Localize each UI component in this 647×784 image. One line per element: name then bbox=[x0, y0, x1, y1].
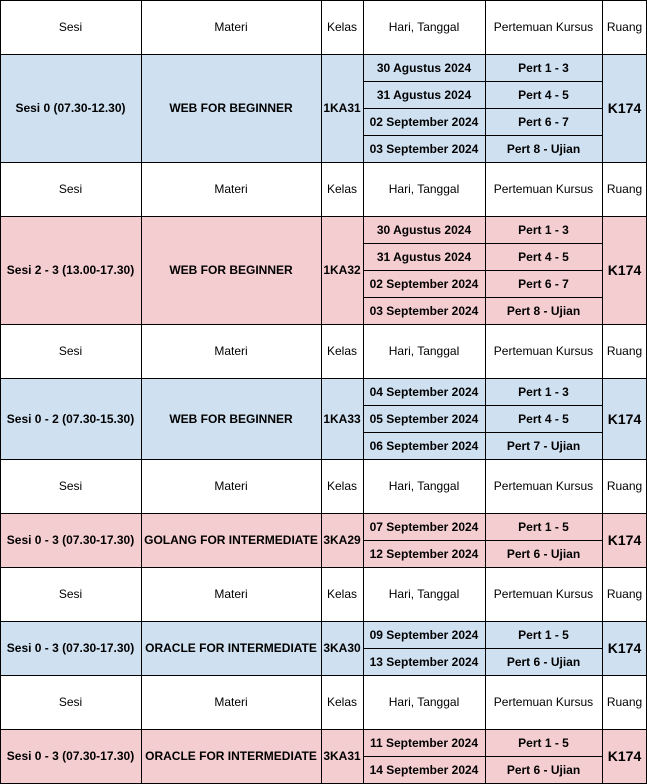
grid-line bbox=[363, 405, 602, 406]
kelas-cell: 3KA29 bbox=[321, 513, 363, 567]
grid-line bbox=[363, 675, 364, 729]
pertemuan-cell: Pert 1 - 3 bbox=[485, 216, 602, 243]
grid-line bbox=[363, 459, 364, 513]
sesi-cell: Sesi 0 - 3 (07.30-17.30) bbox=[0, 729, 141, 783]
pertemuan-cell: Pert 7 - Ujian bbox=[485, 432, 602, 459]
grid-line bbox=[363, 81, 602, 82]
header-ruang: Ruang bbox=[602, 459, 647, 513]
grid-line bbox=[363, 648, 602, 649]
grid-line bbox=[0, 324, 647, 325]
grid-line bbox=[141, 324, 142, 378]
header-sesi: Sesi bbox=[0, 324, 141, 378]
grid-line bbox=[363, 324, 364, 378]
pertemuan-cell: Pert 4 - 5 bbox=[485, 81, 602, 108]
date-cell: 31 Agustus 2024 bbox=[363, 81, 485, 108]
header-sesi: Sesi bbox=[0, 567, 141, 621]
pertemuan-cell: Pert 6 - 7 bbox=[485, 270, 602, 297]
date-cell: 11 September 2024 bbox=[363, 729, 485, 756]
grid-line bbox=[0, 621, 1, 675]
header-hari: Hari, Tanggal bbox=[363, 162, 485, 216]
date-cell: 30 Agustus 2024 bbox=[363, 54, 485, 81]
grid-line bbox=[602, 0, 603, 54]
grid-line bbox=[321, 54, 322, 162]
grid-line bbox=[363, 729, 364, 783]
grid-line bbox=[363, 270, 602, 271]
grid-line bbox=[321, 675, 322, 729]
ruang-cell: K174 bbox=[602, 54, 647, 162]
grid-line bbox=[141, 378, 142, 459]
grid-line bbox=[141, 621, 142, 675]
header-pertemuan: Pertemuan Kursus bbox=[485, 324, 602, 378]
grid-line bbox=[321, 162, 322, 216]
date-cell: 12 September 2024 bbox=[363, 540, 485, 567]
date-cell: 13 September 2024 bbox=[363, 648, 485, 675]
grid-line bbox=[363, 513, 364, 567]
grid-line bbox=[141, 513, 142, 567]
sesi-cell: Sesi 0 - 3 (07.30-17.30) bbox=[0, 621, 141, 675]
sesi-cell: Sesi 0 - 2 (07.30-15.30) bbox=[0, 378, 141, 459]
grid-line bbox=[321, 324, 322, 378]
header-hari: Hari, Tanggal bbox=[363, 324, 485, 378]
grid-line bbox=[363, 54, 364, 162]
grid-line bbox=[363, 135, 602, 136]
grid-line bbox=[0, 729, 1, 783]
header-sesi: Sesi bbox=[0, 162, 141, 216]
header-hari: Hari, Tanggal bbox=[363, 0, 485, 54]
pertemuan-cell: Pert 1 - 3 bbox=[485, 54, 602, 81]
date-cell: 14 September 2024 bbox=[363, 756, 485, 783]
date-cell: 02 September 2024 bbox=[363, 270, 485, 297]
grid-line bbox=[321, 0, 322, 54]
grid-line bbox=[363, 378, 364, 459]
pertemuan-cell: Pert 4 - 5 bbox=[485, 243, 602, 270]
grid-line bbox=[485, 0, 486, 54]
grid-line bbox=[363, 540, 602, 541]
grid-line bbox=[363, 162, 364, 216]
date-cell: 04 September 2024 bbox=[363, 378, 485, 405]
grid-line bbox=[0, 216, 1, 324]
header-kelas: Kelas bbox=[321, 162, 363, 216]
ruang-cell: K174 bbox=[602, 621, 647, 675]
date-cell: 09 September 2024 bbox=[363, 621, 485, 648]
grid-line bbox=[0, 675, 1, 729]
date-cell: 07 September 2024 bbox=[363, 513, 485, 540]
materi-cell: WEB FOR BEGINNER bbox=[141, 216, 321, 324]
date-cell: 31 Agustus 2024 bbox=[363, 243, 485, 270]
grid-line bbox=[602, 567, 603, 621]
grid-line bbox=[602, 54, 603, 162]
sesi-cell: Sesi 0 - 3 (07.30-17.30) bbox=[0, 513, 141, 567]
grid-line bbox=[0, 459, 1, 513]
grid-line bbox=[0, 216, 647, 217]
header-sesi: Sesi bbox=[0, 0, 141, 54]
date-cell: 05 September 2024 bbox=[363, 405, 485, 432]
sesi-cell: Sesi 2 - 3 (13.00-17.30) bbox=[0, 216, 141, 324]
pertemuan-cell: Pert 8 - Ujian bbox=[485, 135, 602, 162]
grid-line bbox=[0, 513, 647, 514]
kelas-cell: 1KA31 bbox=[321, 54, 363, 162]
grid-line bbox=[0, 621, 647, 622]
grid-line bbox=[0, 54, 647, 55]
ruang-cell: K174 bbox=[602, 378, 647, 459]
grid-line bbox=[485, 324, 486, 378]
grid-line bbox=[0, 54, 1, 162]
header-materi: Materi bbox=[141, 675, 321, 729]
grid-line bbox=[363, 216, 364, 324]
pertemuan-cell: Pert 6 - Ujian bbox=[485, 540, 602, 567]
header-materi: Materi bbox=[141, 567, 321, 621]
header-ruang: Ruang bbox=[602, 324, 647, 378]
grid-line bbox=[602, 216, 603, 324]
grid-line bbox=[141, 54, 142, 162]
date-cell: 02 September 2024 bbox=[363, 108, 485, 135]
grid-line bbox=[0, 162, 647, 163]
grid-line bbox=[0, 162, 1, 216]
header-sesi: Sesi bbox=[0, 675, 141, 729]
materi-cell: ORACLE FOR INTERMEDIATE bbox=[141, 621, 321, 675]
grid-line bbox=[363, 0, 364, 54]
date-cell: 06 September 2024 bbox=[363, 432, 485, 459]
grid-line bbox=[0, 378, 1, 459]
grid-line bbox=[485, 162, 486, 216]
pertemuan-cell: Pert 1 - 5 bbox=[485, 513, 602, 540]
grid-line bbox=[363, 756, 602, 757]
grid-line bbox=[485, 459, 486, 513]
pertemuan-cell: Pert 4 - 5 bbox=[485, 405, 602, 432]
grid-line bbox=[602, 513, 603, 567]
grid-line bbox=[0, 324, 1, 378]
grid-line bbox=[485, 54, 486, 162]
pertemuan-cell: Pert 1 - 5 bbox=[485, 621, 602, 648]
header-ruang: Ruang bbox=[602, 162, 647, 216]
grid-line bbox=[321, 216, 322, 324]
header-ruang: Ruang bbox=[602, 567, 647, 621]
header-materi: Materi bbox=[141, 459, 321, 513]
pertemuan-cell: Pert 1 - 5 bbox=[485, 729, 602, 756]
grid-line bbox=[363, 432, 602, 433]
grid-line bbox=[363, 243, 602, 244]
header-hari: Hari, Tanggal bbox=[363, 459, 485, 513]
pertemuan-cell: Pert 6 - Ujian bbox=[485, 756, 602, 783]
grid-line bbox=[321, 729, 322, 783]
grid-line bbox=[0, 0, 1, 54]
grid-line bbox=[485, 675, 486, 729]
kelas-cell: 1KA33 bbox=[321, 378, 363, 459]
header-kelas: Kelas bbox=[321, 0, 363, 54]
grid-line bbox=[485, 513, 486, 567]
header-hari: Hari, Tanggal bbox=[363, 567, 485, 621]
ruang-cell: K174 bbox=[602, 513, 647, 567]
header-hari: Hari, Tanggal bbox=[363, 675, 485, 729]
header-pertemuan: Pertemuan Kursus bbox=[485, 0, 602, 54]
header-pertemuan: Pertemuan Kursus bbox=[485, 162, 602, 216]
grid-line bbox=[0, 513, 1, 567]
date-cell: 03 September 2024 bbox=[363, 297, 485, 324]
header-materi: Materi bbox=[141, 162, 321, 216]
header-kelas: Kelas bbox=[321, 459, 363, 513]
header-kelas: Kelas bbox=[321, 567, 363, 621]
grid-line bbox=[321, 621, 322, 675]
grid-line bbox=[0, 459, 647, 460]
grid-line bbox=[485, 216, 486, 324]
grid-line bbox=[0, 729, 647, 730]
grid-line bbox=[485, 378, 486, 459]
header-materi: Materi bbox=[141, 324, 321, 378]
header-materi: Materi bbox=[141, 0, 321, 54]
ruang-cell: K174 bbox=[602, 729, 647, 783]
grid-line bbox=[602, 675, 603, 729]
pertemuan-cell: Pert 1 - 3 bbox=[485, 378, 602, 405]
kelas-cell: 3KA30 bbox=[321, 621, 363, 675]
grid-line bbox=[485, 567, 486, 621]
header-pertemuan: Pertemuan Kursus bbox=[485, 675, 602, 729]
ruang-cell: K174 bbox=[602, 216, 647, 324]
grid-line bbox=[0, 567, 1, 621]
pertemuan-cell: Pert 8 - Ujian bbox=[485, 297, 602, 324]
grid-line bbox=[321, 378, 322, 459]
header-kelas: Kelas bbox=[321, 324, 363, 378]
grid-line bbox=[485, 729, 486, 783]
grid-line bbox=[602, 621, 603, 675]
date-cell: 30 Agustus 2024 bbox=[363, 216, 485, 243]
materi-cell: ORACLE FOR INTERMEDIATE bbox=[141, 729, 321, 783]
header-pertemuan: Pertemuan Kursus bbox=[485, 459, 602, 513]
materi-cell: WEB FOR BEGINNER bbox=[141, 378, 321, 459]
grid-line bbox=[141, 729, 142, 783]
grid-line bbox=[602, 378, 603, 459]
grid-line bbox=[141, 162, 142, 216]
grid-line bbox=[321, 567, 322, 621]
header-sesi: Sesi bbox=[0, 459, 141, 513]
grid-line bbox=[602, 729, 603, 783]
grid-line bbox=[602, 459, 603, 513]
header-ruang: Ruang bbox=[602, 0, 647, 54]
header-ruang: Ruang bbox=[602, 675, 647, 729]
grid-line bbox=[602, 324, 603, 378]
grid-line bbox=[0, 783, 647, 784]
sesi-cell: Sesi 0 (07.30-12.30) bbox=[0, 54, 141, 162]
grid-line bbox=[0, 675, 647, 676]
grid-line bbox=[141, 459, 142, 513]
header-pertemuan: Pertemuan Kursus bbox=[485, 567, 602, 621]
grid-line bbox=[141, 0, 142, 54]
materi-cell: GOLANG FOR INTERMEDIATE bbox=[141, 513, 321, 567]
grid-line bbox=[321, 513, 322, 567]
materi-cell: WEB FOR BEGINNER bbox=[141, 54, 321, 162]
kelas-cell: 1KA32 bbox=[321, 216, 363, 324]
grid-line bbox=[363, 567, 364, 621]
grid-line bbox=[321, 459, 322, 513]
grid-line bbox=[363, 108, 602, 109]
grid-line bbox=[0, 378, 647, 379]
grid-line bbox=[485, 621, 486, 675]
grid-line bbox=[141, 216, 142, 324]
grid-line bbox=[363, 621, 364, 675]
pertemuan-cell: Pert 6 - 7 bbox=[485, 108, 602, 135]
pertemuan-cell: Pert 6 - Ujian bbox=[485, 648, 602, 675]
grid-line bbox=[363, 297, 602, 298]
grid-line bbox=[141, 567, 142, 621]
grid-line bbox=[0, 0, 647, 1]
grid-line bbox=[0, 567, 647, 568]
date-cell: 03 September 2024 bbox=[363, 135, 485, 162]
grid-line bbox=[141, 675, 142, 729]
grid-line bbox=[602, 162, 603, 216]
kelas-cell: 3KA31 bbox=[321, 729, 363, 783]
header-kelas: Kelas bbox=[321, 675, 363, 729]
